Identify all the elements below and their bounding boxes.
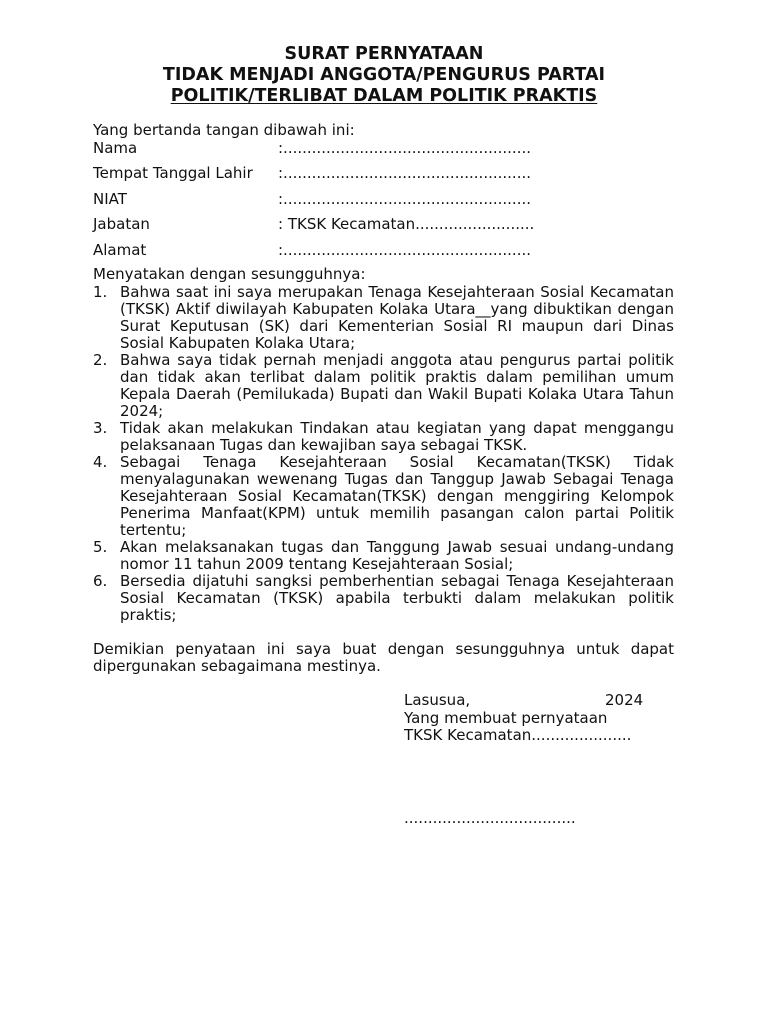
title-line-3 <box>0 86 768 107</box>
list-item <box>93 539 674 573</box>
list-item-number: 1. <box>93 283 108 301</box>
closing-paragraph: Demikian penyataan ini saya buat dengan sesungguhnya untuk dapat dipergunakan sebagaimana mestinya. <box>93 640 674 675</box>
signature-line-2: TKSK Kecamatan..................... <box>404 726 632 744</box>
list-item-text: Bersedia dijatuhi sangksi pemberhentian sebagai Tenaga Kesejahteraan Sosial Kecamatan (TKSK) apabila terbukti dalam melakukan politik praktis; <box>120 572 674 624</box>
signature-place: Lasusua, <box>404 691 471 709</box>
field-label-nama: Nama <box>93 139 138 157</box>
list-item-text: Bahwa saya tidak pernah menjadi anggota atau pengurus partai politik dan tidak akan terlibat dalam politik praktis dalam pemilihan umum Kepala Daerah (Pemilukada) Bupati dan Wakil Bupati Kolaka Utara Tahun 2024; <box>120 351 674 420</box>
list-item <box>93 454 674 539</box>
list-item-number: 3. <box>93 419 108 437</box>
list-item <box>93 284 674 352</box>
field-value-nama: :.................................................... <box>278 139 531 157</box>
list-item-text: Tidak akan melakukan Tindakan atau kegiatan yang dapat menggangu pelaksanaan Tugas dan kewajiban saya sebagai TKSK. <box>120 419 674 454</box>
statement-list <box>93 284 674 624</box>
list-item <box>93 420 674 454</box>
list-item-text: Sebagai Tenaga Kesejahteraan Sosial Kecamatan(TKSK) Tidak menyalagunakan wewenang Tugas dan Tanggup Jawab Sebagai Tenaga Kesejahteraan Sosial Kecamatan(TKSK) dengan menggiring Kelompok Penerima Manfaat(KPM) untuk memilih pasangan calon partai Politik tertentu; <box>120 453 674 539</box>
field-label-niat: NIAT <box>93 190 127 208</box>
list-item <box>93 352 674 420</box>
field-label-jabatan: Jabatan <box>93 215 150 233</box>
field-label-alamat: Alamat <box>93 241 147 259</box>
title-line-2: TIDAK MENJADI ANGGOTA/PENGURUS PARTAI <box>162 65 606 85</box>
field-value-niat: :.................................................... <box>278 190 531 208</box>
field-label-tempat-tanggal-lahir: Tempat Tanggal Lahir <box>93 164 253 182</box>
signature-line-1: Yang membuat pernyataan <box>404 709 608 727</box>
list-item-number: 4. <box>93 453 108 471</box>
list-item-text: Akan melaksanakan tugas dan Tanggung Jawab sesuai undang-undang nomor 11 tahun 2009 tentang Kesejahteraan Sosial; <box>120 538 674 573</box>
list-item-text: Bahwa saat ini saya merupakan Tenaga Kesejahteraan Sosial Kecamatan (TKSK) Aktif diwilayah Kabupaten Kolaka Utara__yang dibuktikan dengan Surat Keputusan (SK) dari Kementerian Sosial RI maupun dari Dinas Sosial Kabupaten Kolaka Utara; <box>120 283 674 352</box>
statement-intro: Menyatakan dengan sesungguhnya: <box>93 265 366 283</box>
title-line-3-text: POLITIK/TERLIBAT DALAM POLITIK PRAKTIS <box>170 86 598 106</box>
field-value-jabatan: : TKSK Kecamatan......................... <box>278 215 535 233</box>
list-item <box>93 573 674 624</box>
signature-year: 2024 <box>605 691 644 709</box>
list-item-number: 2. <box>93 351 108 369</box>
field-value-alamat: :.................................................... <box>278 241 531 259</box>
signature-name-line: .................................... <box>404 809 576 827</box>
field-value-tempat-tanggal-lahir: :.................................................... <box>278 164 531 182</box>
list-item-number: 6. <box>93 572 108 590</box>
intro-text: Yang bertanda tangan dibawah ini: <box>93 121 355 139</box>
list-item-number: 5. <box>93 538 108 556</box>
title-line-1: SURAT PERNYATAAN <box>284 44 484 64</box>
